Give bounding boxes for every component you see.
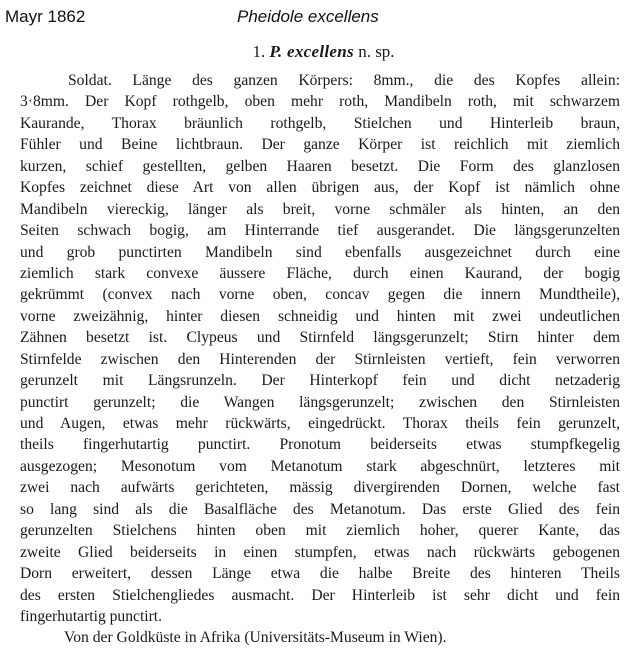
text-line: Kaurande, Thorax bräunlich rothgelb, Stielchen und Hinterleib braun, <box>20 114 620 132</box>
text-line: und Augen, etwas mehr rückwärts, eingedrückt. Thorax theils fein gerunzelt, <box>20 415 620 432</box>
text-line: kurzen, schief gestellten, gelben Haaren besetzt. Die Form des glanzlosen <box>20 157 620 175</box>
text-line: Dorn erweitert, dessen Länge etwa die halbe Breite des hinteren Theils <box>20 565 620 583</box>
text-line: Stirnfelde zwischen den Hinterenden der Stirnleisten vertieft, fein verworren <box>20 350 620 368</box>
text-line: Zähnen besetzt ist. Clypeus und Stirnfeld längsgerunzelt; Stirn hinter dem <box>20 329 620 347</box>
species-number: 1. <box>252 42 266 61</box>
species-heading <box>0 42 631 62</box>
text-line: ausgezogen; Mesonotum vom Metanotum stark abgeschnürt, letzteres mit <box>20 457 620 475</box>
text-line: vorne zweizähnig, hinter diesen schneidig und hinten mit zwei undeutlichen <box>20 307 620 325</box>
species-name: P. excellens <box>269 42 354 61</box>
text-line: Fühler und Beine lichtbraun. Der ganze Körper ist reichlich mit ziemlich <box>20 136 620 154</box>
text-line: des ersten Stielchengliedes ausmacht. Der Hinterleib ist sehr dicht und fein <box>20 586 620 604</box>
text-line: gekrümmt (convex nach vorne oben, concav gegen die innern Mundtheile), <box>20 286 620 304</box>
taxon-label: Pheidole excellens <box>237 7 379 26</box>
author-year-label: Mayr 1862 <box>5 7 86 26</box>
text-line: ziemlich stark convexe äussere Fläche, durch einen Kaurand, der bogig <box>20 264 620 282</box>
text-line: Seiten schwach bogig, am Hinterrande tief ausgerandet. Die längsgerunzelten <box>20 222 620 240</box>
text-line: so lang sind als die Basalfläche des Metanotum. Das erste Glied des fein <box>20 500 620 518</box>
text-line: punctirt gerunzelt; die Wangen längsgerunzelt; zwischen den Stirnleisten <box>20 393 620 411</box>
locality-line: Von der Goldküste in Afrika (Universitäts-Museum in Wien). <box>64 629 447 647</box>
description-text <box>20 70 620 649</box>
text-line: fingerhutartig punctirt. <box>20 607 163 625</box>
text-line: theils fingerhutartig punctirt. Pronotum beiderseits etwas stumpfkegelig <box>20 436 620 454</box>
species-suffix: n. sp. <box>358 42 395 61</box>
text-line: und grob punctirten Mandibeln sind ebenfalls ausgezeichnet durch eine <box>20 243 620 261</box>
text-line: zweite Glied beiderseits in einen stumpfen, etwas nach rückwärts gebogenen <box>20 543 620 561</box>
text-line: Mandibeln viereckig, länger als breit, vorne schmäler als hinten, an den <box>20 200 620 218</box>
text-line: gerunzelt mit Längsrunzeln. Der Hinterkopf fein und dicht netzaderig <box>20 372 620 390</box>
text-line: zwei nach aufwärts gerichteten, mässig divergirenden Dornen, welche fast <box>20 479 620 497</box>
text-line: gerunzelten Stielchens hinten oben mit ziemlich hoher, querer Kante, das <box>20 522 620 540</box>
text-line: 3·8mm. Der Kopf rothgelb, oben mehr roth, Mandibeln roth, mit schwarzem <box>20 93 620 111</box>
text-line: Soldat. Länge des ganzen Körpers: 8mm., die des Kopfes allein: <box>68 72 620 89</box>
text-line: Kopfes zeichnet diese Art von allen übrigen aus, der Kopf ist nämlich ohne <box>20 179 620 197</box>
